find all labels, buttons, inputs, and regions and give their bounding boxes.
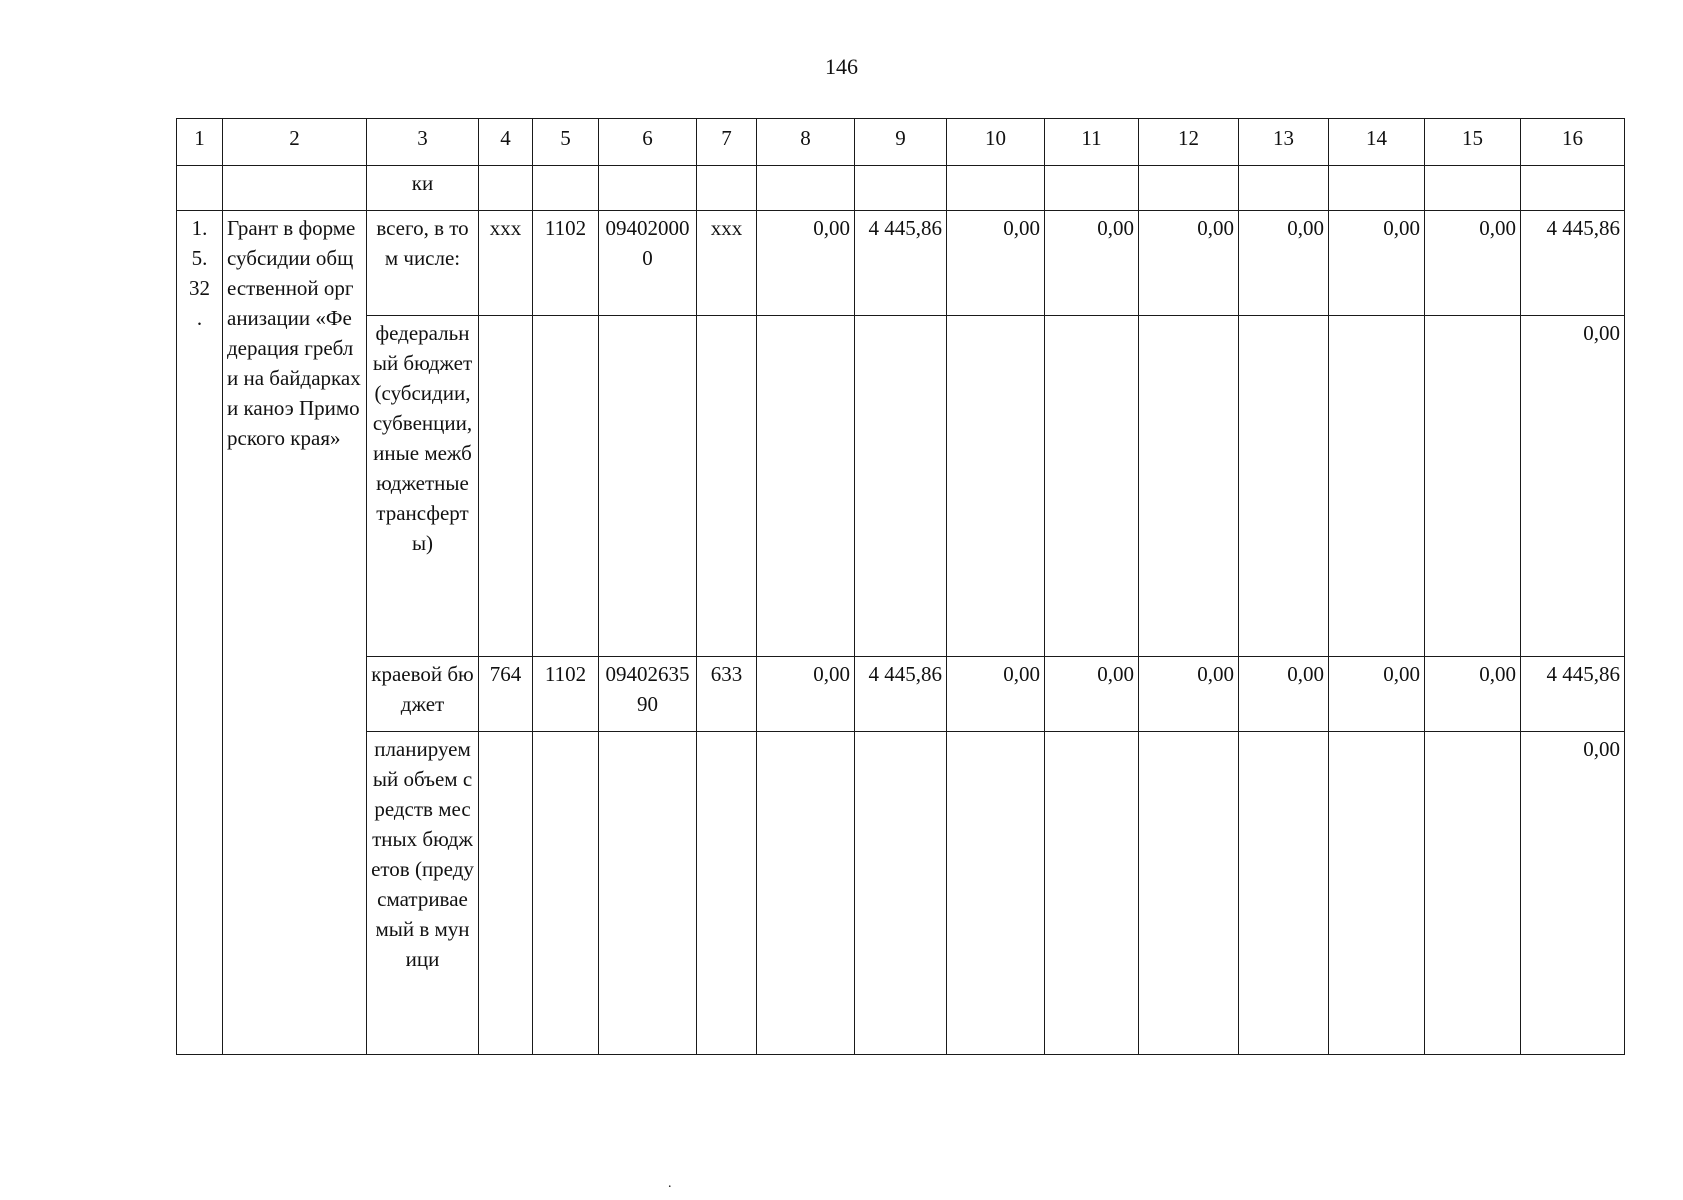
column-number: 3 (367, 119, 479, 166)
cell-col11: 0,00 (1045, 657, 1139, 732)
cell (1239, 732, 1329, 1055)
column-number: 10 (947, 119, 1045, 166)
cell-col10: 0,00 (947, 211, 1045, 316)
cell (533, 732, 599, 1055)
cell (1045, 316, 1139, 657)
column-number: 8 (757, 119, 855, 166)
scan-dot: . (668, 1176, 672, 1191)
cell-col9: 4 445,86 (855, 657, 947, 732)
cell-col15: 0,00 (1425, 211, 1521, 316)
cell (177, 166, 223, 211)
cell (599, 166, 697, 211)
cell-col16: 0,00 (1521, 316, 1625, 657)
cell-col8: 0,00 (757, 211, 855, 316)
cell-col6: 094020000 (599, 211, 697, 316)
cell (1239, 316, 1329, 657)
column-number: 7 (697, 119, 757, 166)
table-row-total (177, 211, 1625, 316)
column-number: 9 (855, 119, 947, 166)
column-number: 12 (1139, 119, 1239, 166)
cell-col5: 1102 (533, 211, 599, 316)
cell (697, 316, 757, 657)
cell (479, 316, 533, 657)
cell (1329, 166, 1425, 211)
cell-col16: 4 445,86 (1521, 211, 1625, 316)
cell (1239, 166, 1329, 211)
cell (697, 166, 757, 211)
column-number: 6 (599, 119, 697, 166)
row-number: 1. 5. 32 . (177, 211, 223, 1055)
cell (1425, 732, 1521, 1055)
table-row-local (177, 732, 1625, 1055)
page-number: 146 (825, 54, 858, 79)
cell-col14: 0,00 (1329, 211, 1425, 316)
cell-col12: 0,00 (1139, 211, 1239, 316)
cell (757, 732, 855, 1055)
cell (1045, 732, 1139, 1055)
cell (1045, 166, 1139, 211)
cell-col7: ххх (697, 211, 757, 316)
cell (697, 732, 757, 1055)
cell-col7: 633 (697, 657, 757, 732)
cell-col15: 0,00 (1425, 657, 1521, 732)
cell-col6: 0940263590 (599, 657, 697, 732)
cell-col16: 0,00 (1521, 732, 1625, 1055)
table-row-federal (177, 316, 1625, 657)
cell (855, 732, 947, 1055)
measure-name: Грант в форме субсидии общественной организации «Федерация гребли на байдарках и каноэ Приморского края» (223, 211, 367, 1055)
cell (1425, 316, 1521, 657)
cell (1329, 316, 1425, 657)
cell (1139, 732, 1239, 1055)
cell (599, 732, 697, 1055)
cell-col13: 0,00 (1239, 211, 1329, 316)
cell (947, 732, 1045, 1055)
column-number: 2 (223, 119, 367, 166)
cell-col10: 0,00 (947, 657, 1045, 732)
cell (1521, 166, 1625, 211)
cell (757, 166, 855, 211)
table-row-regional (177, 657, 1625, 732)
continuation-text: ки (367, 166, 479, 211)
cell (479, 166, 533, 211)
cell (223, 166, 367, 211)
column-number: 1 (177, 119, 223, 166)
cell (479, 732, 533, 1055)
column-number: 5 (533, 119, 599, 166)
cell-col4: 764 (479, 657, 533, 732)
cell-col8: 0,00 (757, 657, 855, 732)
cell-col9: 4 445,86 (855, 211, 947, 316)
cell (1425, 166, 1521, 211)
cell (855, 166, 947, 211)
source-label: краевой бюджет (367, 657, 479, 732)
cell (757, 316, 855, 657)
cell-col14: 0,00 (1329, 657, 1425, 732)
column-number: 16 (1521, 119, 1625, 166)
budget-table (176, 118, 1625, 1055)
cell (1139, 166, 1239, 211)
column-number-row (177, 119, 1625, 166)
cell (1329, 732, 1425, 1055)
source-label: федеральный бюджет (субсидии, субвенции, иные межбюджетные трансферты) (367, 316, 479, 657)
source-label: всего, в том числе: (367, 211, 479, 316)
cell-col11: 0,00 (1045, 211, 1139, 316)
cell-col13: 0,00 (1239, 657, 1329, 732)
cell (533, 316, 599, 657)
column-number: 13 (1239, 119, 1329, 166)
cell (855, 316, 947, 657)
column-number: 4 (479, 119, 533, 166)
cell (533, 166, 599, 211)
continuation-row (177, 166, 1625, 211)
cell-col4: ххх (479, 211, 533, 316)
cell-col16: 4 445,86 (1521, 657, 1625, 732)
cell (947, 316, 1045, 657)
cell-col5: 1102 (533, 657, 599, 732)
column-number: 15 (1425, 119, 1521, 166)
source-label: планируемый объем средств местных бюджетов (предусматриваемый в муници (367, 732, 479, 1055)
cell (1139, 316, 1239, 657)
column-number: 14 (1329, 119, 1425, 166)
cell (947, 166, 1045, 211)
column-number: 11 (1045, 119, 1139, 166)
cell (599, 316, 697, 657)
cell-col12: 0,00 (1139, 657, 1239, 732)
